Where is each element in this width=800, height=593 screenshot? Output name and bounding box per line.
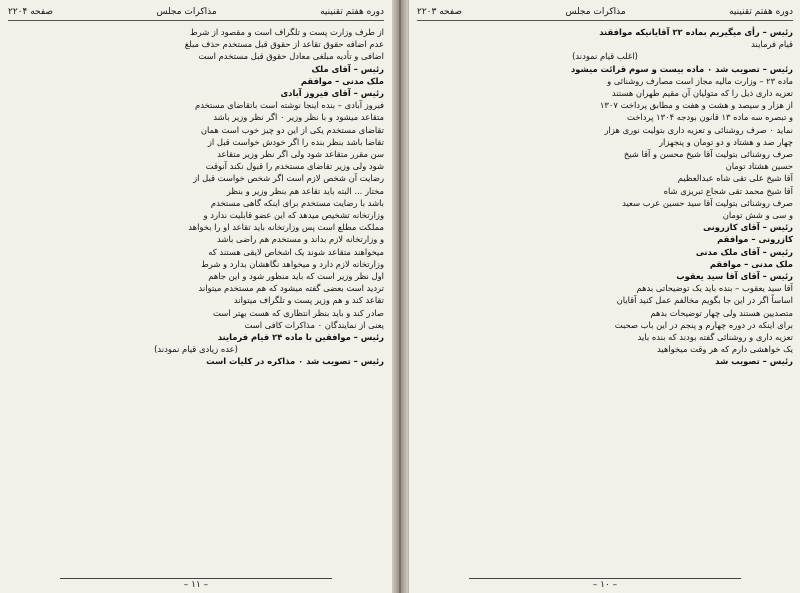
text-line: اضافی و تأدیه مبلغی معادل حقوق قبل مستخدم است bbox=[198, 51, 384, 62]
text-line: متصدیین هستند ولی چهار توضیحات بدهم bbox=[650, 307, 793, 318]
text-line: شود ولی وزیر تقاضای مستخدم را قبول نکند آنوقت bbox=[205, 161, 384, 172]
text-line: متقاعد میشود و با نظر وزیر ۰ اگر نظر وزیر باشد bbox=[213, 112, 384, 123]
text-line: ملک مدنی – موافقم bbox=[300, 75, 384, 86]
text-line: صادر کند و باید بنظر انتظاری که هست بهتر است bbox=[212, 307, 384, 318]
text-line: نماید ۰ صرف روشنائی و تعزیه داری بتولیت نوری هزار bbox=[604, 124, 793, 135]
text-line: ملک مدنی – موافقم bbox=[709, 258, 793, 269]
text-line: رئیس – تصویب شد bbox=[715, 356, 793, 367]
left-page-text bbox=[8, 26, 384, 573]
left-footer-rule bbox=[60, 578, 332, 579]
text-line: وزارتخانه لازم دارد و میخواهد نگاهشان بدارد و شرط bbox=[201, 258, 384, 269]
right-page-number: – ۱۰ – bbox=[592, 580, 618, 590]
text-line: (اغلب قیام نمودند) bbox=[572, 51, 638, 62]
right-header-center: مذاکرات مجلس bbox=[565, 7, 626, 17]
text-line: یک خواهشی دارم که هر وقت میخواهید bbox=[657, 344, 793, 355]
text-line: آقا سید یعقوب – بنده باید یک توضیحاتی بدهم bbox=[636, 283, 793, 294]
right-header-left: صفحه ۲۲۰۳ bbox=[417, 7, 463, 17]
text-line: از هزار و سیصد و هشت و هفت و مطابق پرداخت ۱۳۰۷ bbox=[599, 100, 793, 111]
left-header-right: دوره هفتم تقنینیه bbox=[320, 7, 384, 17]
right-header-right: دوره هفتم تقنینیه bbox=[729, 7, 793, 17]
text-line: مختار ... البته باید تقاعد هم بنظر وزیر و بنظر bbox=[226, 185, 384, 196]
left-header-left: صفحه ۲۲۰۴ bbox=[8, 7, 54, 17]
text-line: تعزیه داری و روشنائی گفته بودند که بنده باید bbox=[637, 332, 793, 343]
text-line: رضایت آن شخص لازم است اگر شخص خواست قبل از bbox=[193, 173, 384, 184]
right-footer-rule bbox=[469, 578, 741, 579]
text-line: ماده ۲۳ – وزارت مالیه مجاز است مصارف روشنائی و bbox=[607, 75, 793, 86]
right-page-text bbox=[417, 26, 793, 573]
left-page-header bbox=[8, 4, 384, 21]
text-line: تقاعد کند و هم وزیر پست و تلگراف میتواند bbox=[233, 295, 384, 306]
text-line: و وزارتخانه لازم بداند و مستخدم هم راضی باشد bbox=[217, 234, 384, 245]
text-line: آقا شیخ محمد تقی شجاع تبریزی شاه bbox=[663, 185, 793, 196]
text-line: آقا شیخ علی تقی شاه عبدالعظیم bbox=[677, 173, 793, 184]
text-line: رئیس – تصویب شد ۰ مذاکره در کلیات است bbox=[206, 356, 384, 367]
text-line: میخواهند متقاعد شوند یک اشخاص لایقی هستند که bbox=[208, 246, 384, 257]
text-line: رئیس – آقای ملک bbox=[311, 63, 384, 74]
left-header-center: مذاکرات مجلس bbox=[156, 7, 217, 17]
left-page-number: – ۱۱ – bbox=[183, 580, 209, 590]
text-line: رئیس – آقای ملک مدنی bbox=[695, 246, 793, 257]
text-line: کازرونی – موافقم bbox=[717, 234, 793, 245]
text-line: مملکت مطلع است پس وزارتخانه باید تقاعد او را بخواهد bbox=[188, 222, 384, 233]
text-line: حسین هشتاد تومان bbox=[725, 161, 793, 172]
text-line: اول نظر وزیر است که باید منظور شود و این جاهم bbox=[208, 271, 384, 282]
text-line: چهار صد و هشتاد و دو تومان و پنجهزار bbox=[658, 136, 793, 147]
text-line: و تبصره سه ماده ۱۳ قانون بودجه ۱۳۰۴ پرداخت bbox=[627, 112, 793, 123]
right-page bbox=[408, 0, 800, 593]
text-line: صرف روشنائی بتولیت آقا سید حسین عرب سعید bbox=[622, 197, 793, 208]
text-line: قیام فرمایند bbox=[751, 39, 793, 50]
text-line: سن مقرر متقاعد شود ولی اگر نظر وزیر متقاعد bbox=[217, 149, 384, 160]
left-page bbox=[0, 0, 393, 593]
text-line: تقاضا باشد بنظر بنده را اگر خودش خواست قبل از bbox=[207, 136, 384, 147]
text-line: رئیس – موافقین با ماده ۲۴ قیام فرمایند bbox=[217, 332, 384, 343]
text-line: فیروز آبادی – بنده اینجا نوشته است باتقاضای مستخدم bbox=[195, 100, 384, 111]
text-line: و سی و شش تومان bbox=[722, 210, 793, 221]
text-line: صرف روشنائی بتولیت آقا شیخ محسن و آقا شیخ bbox=[623, 149, 793, 160]
text-line: رئیس – آقای کازرونی bbox=[703, 222, 793, 233]
text-line: تعزیه داری ذیل را که متولیان آن مقیم طهران هستند bbox=[611, 88, 793, 99]
book-gutter bbox=[392, 0, 408, 593]
text-line: رئیس – رأی میگیریم بماده ۲۲ آقایانیکه موافقند bbox=[599, 27, 793, 37]
text-line: باشد با رضایت مستخدم برای اینکه گاهی مستخدم bbox=[210, 197, 384, 208]
text-line: از طرف وزارت پست و تلگراف است و مقصود از شرط bbox=[189, 27, 384, 37]
text-line: اساساً اگر در این جا بگویم مخالفم عمل کنید آقایان bbox=[616, 295, 793, 306]
text-line: رئیس – آقای آقا سید یعقوب bbox=[676, 271, 793, 282]
text-line: رئیس – آقای فیروز آبادی bbox=[280, 88, 384, 99]
text-line: (عده زیادی قیام نمودند) bbox=[154, 344, 238, 355]
text-line: عدم اضافه حقوق تقاعد از حقوق قبل مستخدم حذف مبلغ bbox=[184, 39, 384, 50]
text-line: برای اینکه در دوره چهارم و پنجم در این باب صحبت bbox=[614, 319, 793, 330]
text-line: وزارتخانه تشخیص میدهد که این عضو قابلیت ندارد و bbox=[203, 210, 384, 221]
text-line: یعنی از نمایندگان ۰ مذاکرات کافی است bbox=[244, 319, 384, 330]
text-line: تقاضای مستخدم یکی از این دو چیز خوب است همان bbox=[200, 124, 384, 135]
right-page-header bbox=[417, 4, 793, 21]
text-line: رئیس – تصویب شد ۰ ماده بیست و سوم قرائت میشود bbox=[570, 63, 793, 74]
text-line: تردید است بعضی گفته میشود که هم مستخدم میتواند bbox=[198, 283, 384, 294]
